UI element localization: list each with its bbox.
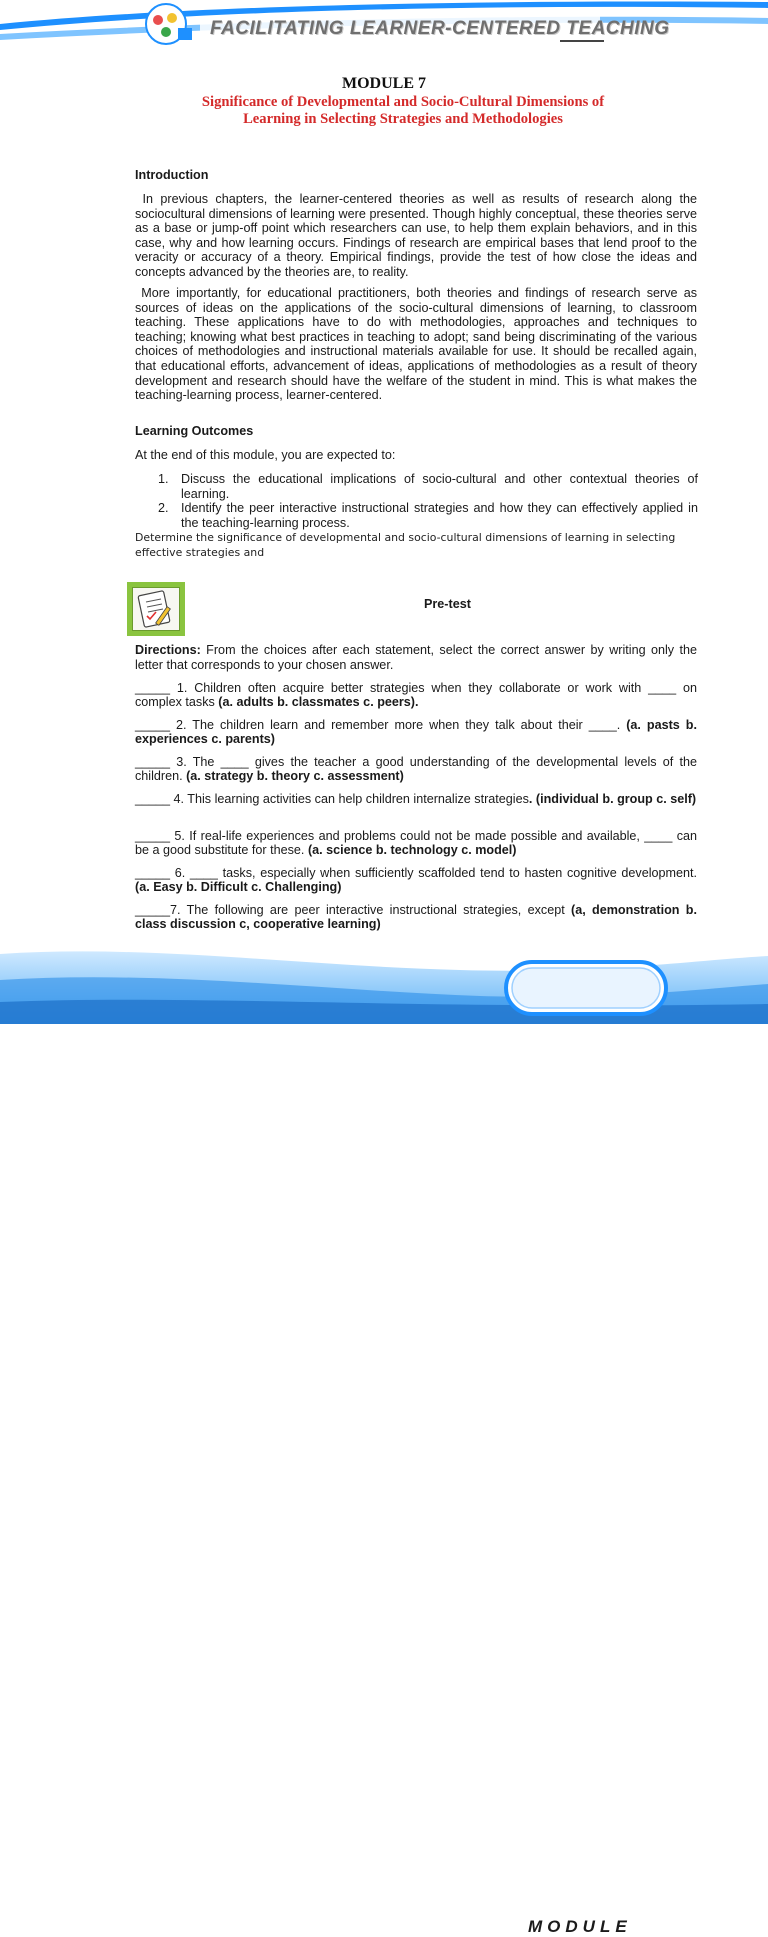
pretest-directions <box>135 643 697 672</box>
question-choices: (a. adults b. classmates c. peers). <box>218 695 419 709</box>
module-number: MODULE 7 <box>342 75 426 92</box>
pretest-title: Pre-test <box>424 597 471 611</box>
outcome-text: Identify the peer interactive instructional strategies and how they can effectively applied in the teaching-learning process. <box>181 501 698 530</box>
question-choices: . (individual b. group c. self) <box>528 792 697 806</box>
pretest-clipboard-icon <box>127 582 185 636</box>
logo-icon <box>138 2 198 46</box>
footer-banner <box>0 940 768 1936</box>
question-text: _____ 1. Children often acquire better strategies when they collaborate or work with ____ on complex tasks <box>135 681 697 709</box>
learning-outcomes-heading: Learning Outcomes <box>135 424 254 438</box>
outcome-number: 1. <box>158 472 169 486</box>
introduction-paragraph-1-text: In previous chapters, the learner-centered theories as well as results of research along the sociocultural dimensions of learning were presented. Though highly conceptual, these theories serve as a base or jump-off point which researchers can use, to help them explain behaviors, and in this case, why and how learning occurs. Findings of research are empirical bases that lend proof to the veracity or accuracy of a theory. Empirical findings, provide the test of how close the ideas and concepts advanced by the theories are, to reality. <box>135 192 698 279</box>
introduction-paragraph-1 <box>135 192 697 280</box>
question-choices: (a, demonstration b. class discussion c, cooperative learning) <box>135 903 697 931</box>
introduction-heading: Introduction <box>135 168 209 182</box>
question-choices: (a. Easy b. Difficult c. Challenging) <box>135 880 342 894</box>
introduction-paragraph-2 <box>135 286 697 403</box>
question-2 <box>135 718 697 746</box>
question-6 <box>135 866 697 894</box>
question-text: _____ 5. If real-life experiences and problems could not be made possible and available, ____ can be a good substitute for these. <box>135 829 697 857</box>
outcome-number: 2. <box>158 501 169 516</box>
learning-outcomes-intro: At the end of this module, you are expected to: <box>135 448 396 462</box>
footer-wave <box>0 940 768 1024</box>
introduction-paragraph-2-text: More importantly, for educational practitioners, both theories and findings of research serve as sources of ideas on the applications of the socio-cultural dimensions of learning, to classroom teaching. These applications have to do with methodologies, approaches and techniques to teaching; knowing what best practices in teaching to adopt; sand being discriminating of the various choices of methodologies and instructional materials available for use. It should be recalled again, that educational efforts, advancement of ideas, applications of methodologies as a result of theory development and research should have the welfare of the student in mind. This is what makes the teaching-learning process, learner-centered. <box>135 286 697 403</box>
directions-label: Directions: <box>135 643 201 657</box>
clipboard-icon <box>133 588 179 630</box>
question-text: _____ 6. ____ tasks, especially when sufficiently scaffolded tend to hasten cognitive development. <box>135 866 697 880</box>
directions-text: From the choices after each statement, select the correct answer by writing only the letter that corresponds to your chosen answer. <box>135 643 697 672</box>
question-7 <box>135 903 697 931</box>
question-4 <box>135 792 697 806</box>
header-title: FACILITATING LEARNER-CENTERED TEACHING <box>210 18 670 39</box>
footer-module-label: MODULE <box>528 1917 632 1936</box>
module-subtitle <box>130 94 676 128</box>
question-text: _____ 3. The ____ gives the teacher a good understanding of the developmental levels of the children. <box>135 755 697 783</box>
question-choices: (a. strategy b. theory c. assessment) <box>186 769 404 783</box>
module-subtitle-line1: Significance of Developmental and Socio-Cultural Dimensions of <box>201 94 605 110</box>
question-text: _____7. The following are peer interactive instructional strategies, except <box>135 903 572 917</box>
module-subtitle-line2: Learning in Selecting Strategies and Methodologies <box>243 111 563 127</box>
question-1 <box>135 681 697 709</box>
question-3 <box>135 755 697 783</box>
learning-outcomes-list <box>158 472 698 530</box>
question-text: _____ 4. This learning activities can help children internalize strategies <box>135 792 529 806</box>
question-5 <box>135 829 697 857</box>
question-choices: (a. pasts b. experiences c. parents) <box>135 718 697 746</box>
question-text: _____ 2. The children learn and remember more when they talk about their ____. <box>135 718 627 732</box>
outcome-text: Discuss the educational implications of socio-cultural and other contextual theories of learning. <box>181 472 698 501</box>
outcome-note: Determine the significance of developmental and socio-cultural dimensions of learning in selecting effective strategies and <box>135 531 676 559</box>
header-banner <box>0 0 768 46</box>
list-item <box>158 472 698 501</box>
question-choices: (a. science b. technology c. model) <box>307 843 517 857</box>
list-item <box>158 501 698 530</box>
